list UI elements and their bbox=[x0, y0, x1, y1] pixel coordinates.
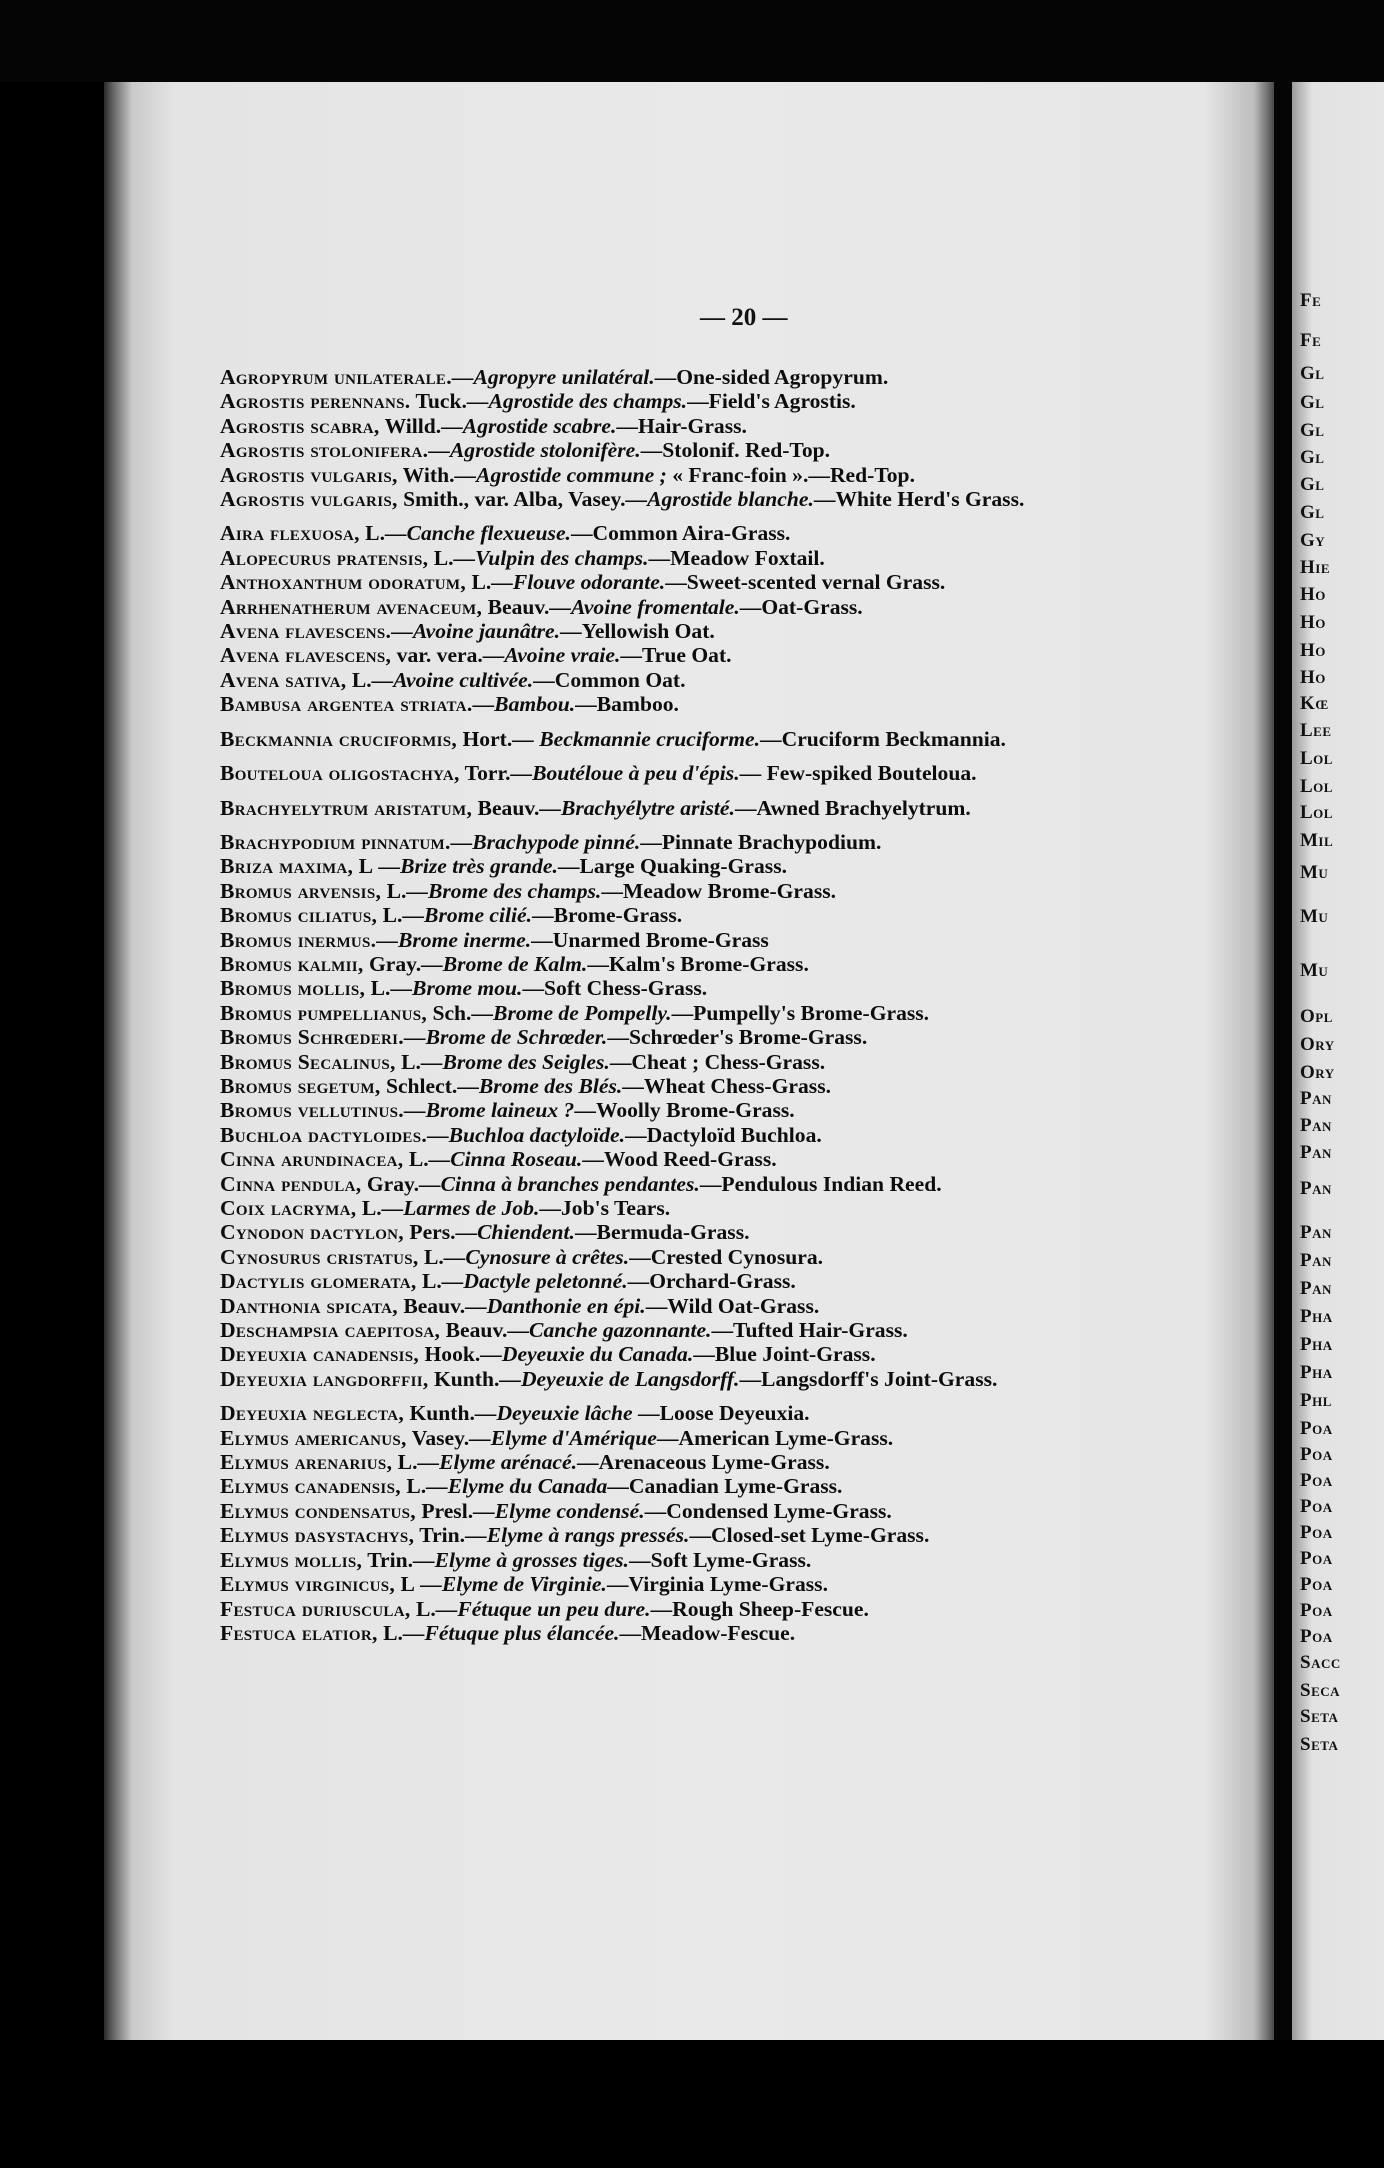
entry-english: —Blue Joint-Grass. bbox=[693, 1342, 876, 1367]
entry-author: Trin. bbox=[362, 1547, 414, 1572]
entry-latin: Brachyelytrum aristatum, bbox=[220, 795, 473, 820]
list-item bbox=[220, 365, 1180, 389]
list-item bbox=[220, 619, 1180, 643]
entry-latin: Bromus Schrœderi. bbox=[220, 1025, 404, 1050]
entry-french: —Canche gazonnante. bbox=[507, 1318, 712, 1343]
entry-french: —Elyme condensé. bbox=[473, 1498, 645, 1523]
fragment-line: Pan bbox=[1300, 1088, 1332, 1109]
list-item bbox=[220, 1074, 1180, 1098]
entry-latin: Bouteloua oligostachya, bbox=[220, 761, 460, 786]
entry-author: L. bbox=[377, 903, 403, 928]
entry-author: Schlect. bbox=[380, 1073, 458, 1098]
entry-french: —Elyme du Canada bbox=[426, 1474, 608, 1499]
list-item bbox=[220, 1499, 1180, 1523]
entry-french: —Cinna à branches pendantes. bbox=[419, 1171, 700, 1196]
entry-english: —Pendulous Indian Reed. bbox=[699, 1171, 942, 1196]
entry-english: —Hair-Grass. bbox=[616, 413, 747, 438]
entry-english: —Pinnate Brachypodium. bbox=[640, 829, 882, 854]
entry-french: —Brome de Pompelly. bbox=[471, 1000, 672, 1025]
list-item bbox=[220, 1025, 1180, 1049]
fragment-line: Ory bbox=[1300, 1062, 1335, 1083]
entry-english: —Wood Reed-Grass. bbox=[582, 1147, 777, 1172]
entry-latin: Danthonia spicata, bbox=[220, 1293, 398, 1318]
entry-english: —Dactyloïd Buchloa. bbox=[625, 1122, 822, 1147]
list-item bbox=[220, 1172, 1180, 1196]
entry-english: —Wheat Chess-Grass. bbox=[622, 1073, 832, 1098]
list-item bbox=[220, 1426, 1180, 1450]
fragment-line: Mu bbox=[1300, 960, 1329, 981]
entry-french: —Cinna Roseau. bbox=[428, 1147, 583, 1172]
fragment-line: Gl bbox=[1300, 502, 1325, 523]
fragment-line: Ho bbox=[1300, 667, 1326, 688]
entry-english: —Soft Lyme-Grass. bbox=[628, 1547, 812, 1572]
entry-english: —Kalm's Brome-Grass. bbox=[587, 951, 809, 976]
entry-latin: Elymus virginicus, bbox=[220, 1572, 396, 1597]
entry-latin: Bambusa argentea striata. bbox=[220, 692, 473, 717]
fragment-line: Poa bbox=[1300, 1574, 1333, 1595]
entry-latin: Agrostis vulgaris, bbox=[220, 462, 398, 487]
entry-english: —Canadian Lyme-Grass. bbox=[607, 1474, 843, 1499]
fragment-line: Poa bbox=[1300, 1496, 1333, 1517]
entry-french: —Brize très grande. bbox=[373, 854, 558, 879]
list-item bbox=[220, 1523, 1180, 1547]
entry-author: Beauv. bbox=[482, 594, 550, 619]
fragment-line: Poa bbox=[1300, 1522, 1333, 1543]
entry-latin: Festuca elatior, bbox=[220, 1620, 378, 1645]
entry-english: —Field's Agrostis. bbox=[687, 389, 856, 414]
entry-latin: Elymus canadensis, bbox=[220, 1474, 401, 1499]
entry-french: — Beckmannie cruciforme. bbox=[512, 726, 760, 751]
entry-french: —Canche flexueuse. bbox=[384, 521, 571, 546]
entry-french: —Avoine cultivée. bbox=[371, 667, 534, 692]
entry-french: —Bambou. bbox=[472, 692, 576, 717]
entry-french: —Agrostide commune ; bbox=[454, 462, 667, 487]
fragment-line: Ho bbox=[1300, 640, 1326, 661]
entry-french: —Elyme d'Amérique bbox=[469, 1425, 657, 1450]
entry-french: —Vulpin des champs. bbox=[453, 545, 649, 570]
list-item bbox=[220, 668, 1180, 692]
list-item bbox=[220, 1220, 1180, 1244]
list-item bbox=[220, 1269, 1180, 1293]
entry-author: L. bbox=[365, 976, 391, 1001]
entry-french: —Deyeuxie du Canada. bbox=[480, 1342, 694, 1367]
entry-latin: Deyeuxia canadensis, bbox=[220, 1342, 420, 1367]
list-item bbox=[220, 1001, 1180, 1025]
entry-english: — Few-spiked Bouteloua. bbox=[739, 761, 977, 786]
entry-latin: Coix lacryma, bbox=[220, 1196, 357, 1220]
entry-latin: Agrostis scabra, bbox=[220, 413, 380, 438]
entry-french: —Larmes de Job. bbox=[381, 1196, 540, 1220]
entry-author: L. bbox=[395, 1049, 421, 1074]
entry-english: —Cruciform Beckmannia. bbox=[760, 726, 1006, 751]
entry-english: —Virginia Lyme-Grass. bbox=[606, 1572, 828, 1597]
entry-french: —Dactyle peletonné. bbox=[441, 1269, 628, 1294]
entry-author: Willd. bbox=[379, 413, 442, 438]
entry-latin: Bromus vellutinus. bbox=[220, 1098, 404, 1123]
entry-english: —Pumpelly's Brome-Grass. bbox=[671, 1000, 930, 1025]
list-item bbox=[220, 463, 1180, 487]
entry-english: —Condensed Lyme-Grass. bbox=[644, 1498, 892, 1523]
scan-border-top bbox=[0, 0, 1384, 82]
list-item bbox=[220, 1318, 1180, 1342]
entry-author: L bbox=[353, 854, 374, 879]
entry-latin: Dactylis glomerata, bbox=[220, 1269, 417, 1294]
entry-english: —Common Oat. bbox=[533, 667, 686, 692]
list-item bbox=[220, 1050, 1180, 1074]
entry-latin: Bromus kalmii, bbox=[220, 951, 364, 976]
entry-english: —Sweet-scented vernal Grass. bbox=[665, 570, 946, 595]
entry-english: —Arenaceous Lyme-Grass. bbox=[577, 1450, 830, 1475]
entry-author: Torr. bbox=[459, 761, 511, 786]
entry-french: —Brome inerme. bbox=[376, 927, 532, 952]
entry-latin: Elymus arenarius, bbox=[220, 1450, 393, 1475]
entry-french: —Fétuque plus élancée. bbox=[402, 1620, 620, 1645]
entry-author: Beauv. bbox=[440, 1318, 508, 1343]
fragment-line: Seta bbox=[1300, 1706, 1339, 1727]
fragment-line: Pan bbox=[1300, 1278, 1332, 1299]
fragment-line: Mil bbox=[1300, 830, 1334, 851]
entry-french: —Elyme de Virginie. bbox=[414, 1572, 607, 1597]
entry-latin: Avena flavescens. bbox=[220, 619, 392, 644]
entry-english: —Common Aira-Grass. bbox=[570, 521, 791, 546]
entry-latin: Bromus pumpellianus, bbox=[220, 1000, 428, 1025]
entry-latin: Bromus arvensis, bbox=[220, 878, 382, 903]
fragment-line: Seta bbox=[1300, 1734, 1339, 1755]
entry-latin: Arrhenatherum avenaceum, bbox=[220, 594, 483, 619]
entry-french: —Brachyélytre aristé. bbox=[539, 795, 735, 820]
entry-author: Gray. bbox=[361, 1171, 420, 1196]
list-item bbox=[220, 1450, 1180, 1474]
list-item bbox=[220, 1245, 1180, 1269]
entry-french: —Elyme à grosses tiges. bbox=[413, 1547, 629, 1572]
fragment-line: Gy bbox=[1300, 530, 1326, 551]
entry-french: —Flouve odorante. bbox=[491, 570, 666, 595]
fragment-line: Hie bbox=[1300, 557, 1331, 578]
list-item bbox=[220, 570, 1180, 594]
entry-author: L. bbox=[403, 1147, 429, 1172]
entry-french: —Brome des Seigles. bbox=[420, 1049, 610, 1074]
list-item bbox=[220, 643, 1180, 667]
list-item bbox=[220, 928, 1180, 952]
entry-author: Gray. bbox=[363, 951, 422, 976]
list-item bbox=[220, 1597, 1180, 1621]
entry-english: —American Lyme-Grass. bbox=[656, 1425, 894, 1450]
entry-latin: Elymus condensatus, bbox=[220, 1498, 416, 1523]
list-item bbox=[220, 761, 1180, 785]
entry-author: L. bbox=[346, 667, 372, 692]
entry-french: —Chiendent. bbox=[455, 1220, 575, 1245]
entry-latin: Elymus mollis, bbox=[220, 1547, 363, 1572]
fragment-line: Poa bbox=[1300, 1600, 1333, 1621]
fragment-line: Pan bbox=[1300, 1178, 1332, 1199]
list-item bbox=[220, 414, 1180, 438]
book-gutter bbox=[1274, 82, 1292, 2040]
entry-latin: Cynosurus cristatus, bbox=[220, 1244, 419, 1269]
entry-latin: Bromus Secalinus, bbox=[220, 1049, 396, 1074]
entry-latin: Deschampsia caepitosa, bbox=[220, 1318, 441, 1343]
list-item bbox=[220, 1196, 1180, 1220]
entry-english: —Job's Tears. bbox=[539, 1196, 671, 1220]
entry-english: —Langsdorff's Joint-Grass. bbox=[739, 1366, 998, 1391]
fragment-line: Gl bbox=[1300, 420, 1325, 441]
entry-french: —Fétuque un peu dure. bbox=[435, 1596, 651, 1621]
entry-latin: Bromus ciliatus, bbox=[220, 903, 378, 928]
entry-french: —Deyeuxie de Langsdorff. bbox=[499, 1366, 740, 1391]
list-item bbox=[220, 1123, 1180, 1147]
entry-author: Vasey. bbox=[406, 1425, 470, 1450]
fragment-line: Pan bbox=[1300, 1250, 1332, 1271]
entry-french: —Brome mou. bbox=[390, 976, 523, 1001]
entry-english: —Unarmed Brome-Grass bbox=[531, 927, 769, 952]
entry-latin: Bromus inermus. bbox=[220, 927, 377, 952]
entry-author: Trin. bbox=[414, 1523, 466, 1548]
fragment-line: Lee bbox=[1300, 720, 1332, 741]
entry-author: L. bbox=[377, 1620, 403, 1645]
fragment-line: Pha bbox=[1300, 1362, 1333, 1383]
fragment-line: Lol bbox=[1300, 802, 1333, 823]
entry-english: —Soft Chess-Grass. bbox=[522, 976, 708, 1001]
list-item bbox=[220, 389, 1180, 413]
fragment-line: Fe bbox=[1300, 330, 1322, 351]
entry-french: —Brome des Blés. bbox=[457, 1073, 623, 1098]
entry-french: —Agrostide blanche. bbox=[625, 487, 814, 512]
scan-border-bottom bbox=[0, 2040, 1384, 2168]
entry-latin: Briza maxima, bbox=[220, 854, 354, 879]
list-item bbox=[220, 903, 1180, 927]
fragment-line: Ho bbox=[1300, 612, 1326, 633]
entry-author: L. bbox=[418, 1244, 444, 1269]
entry-english: « Franc-foin ».—Red-Top. bbox=[666, 462, 915, 487]
entry-latin: Anthoxanthum odoratum, bbox=[220, 570, 467, 595]
entry-french: —Avoine fromentale. bbox=[549, 594, 740, 619]
list-item bbox=[220, 438, 1180, 462]
fragment-line: Poa bbox=[1300, 1626, 1333, 1647]
list-item bbox=[220, 727, 1180, 751]
entry-french: —Brome cilié. bbox=[402, 903, 532, 928]
fragment-line: Pan bbox=[1300, 1142, 1332, 1163]
list-item bbox=[220, 487, 1180, 511]
entry-french: —Avoine jaunâtre. bbox=[391, 619, 561, 644]
entry-author: L. bbox=[428, 545, 454, 570]
fragment-line: Pan bbox=[1300, 1115, 1332, 1136]
entry-french: —Agrostide scabre. bbox=[441, 413, 617, 438]
entry-author: L. bbox=[410, 1596, 436, 1621]
entry-latin: Cynodon dactylon, bbox=[220, 1220, 404, 1245]
fragment-line: Gl bbox=[1300, 363, 1325, 384]
entry-french: —Brome de Schrœder. bbox=[403, 1025, 608, 1050]
entry-author: Presl. bbox=[415, 1498, 474, 1523]
entry-author: L. bbox=[416, 1269, 442, 1294]
entry-english: —Brome-Grass. bbox=[532, 903, 683, 928]
list-item bbox=[220, 1294, 1180, 1318]
entry-author: L bbox=[395, 1572, 415, 1597]
entry-french: —Agropyre unilatéral. bbox=[451, 365, 655, 389]
entry-author: L. bbox=[392, 1450, 418, 1475]
entry-latin: Agrostis perennans. bbox=[220, 389, 411, 414]
entry-latin: Deyeuxia langdorffii, bbox=[220, 1366, 429, 1391]
list-item bbox=[220, 1098, 1180, 1122]
entry-author: Tuck. bbox=[410, 389, 467, 414]
entry-english: —Wild Oat-Grass. bbox=[645, 1293, 820, 1318]
list-item bbox=[220, 830, 1180, 854]
entry-english: —Cheat ; Chess-Grass. bbox=[609, 1049, 826, 1074]
entry-english: —Bamboo. bbox=[575, 692, 679, 717]
entry-english: —Closed-set Lyme-Grass. bbox=[689, 1523, 930, 1548]
entry-english: —Crested Cynosura. bbox=[629, 1244, 824, 1269]
entry-french: —Brome des champs. bbox=[406, 878, 602, 903]
list-item bbox=[220, 595, 1180, 619]
entry-author: var. vera. bbox=[391, 643, 483, 668]
entry-french: —Boutéloue à peu d'épis. bbox=[510, 761, 740, 786]
entry-author: With. bbox=[397, 462, 455, 487]
entry-latin: Agropyrum unilaterale. bbox=[220, 365, 452, 389]
entry-author: Pers. bbox=[404, 1220, 456, 1245]
entry-latin: Cinna pendula, bbox=[220, 1171, 362, 1196]
list-item bbox=[220, 976, 1180, 1000]
fragment-line: Pha bbox=[1300, 1334, 1333, 1355]
entry-french: —Buchloa dactyloïde. bbox=[427, 1122, 625, 1147]
entry-latin: Elymus dasystachys, bbox=[220, 1523, 415, 1548]
list-item bbox=[220, 952, 1180, 976]
fragment-line: Sacc bbox=[1300, 1652, 1341, 1673]
entry-latin: Festuca duriuscula, bbox=[220, 1596, 411, 1621]
entry-author: L. bbox=[356, 1196, 382, 1220]
entry-author: Kunth. bbox=[428, 1366, 500, 1391]
entry-author: Sch. bbox=[427, 1000, 472, 1025]
list-item bbox=[220, 1401, 1180, 1425]
entry-english: —Yellowish Oat. bbox=[560, 619, 715, 644]
entry-author: Beauv. bbox=[397, 1293, 466, 1318]
page-number: — 20 — bbox=[700, 304, 788, 331]
entry-list bbox=[220, 365, 1180, 1645]
entry-latin: Agrostis vulgaris, bbox=[220, 487, 398, 512]
entry-french: —Brachypode pinné. bbox=[450, 829, 641, 854]
entry-french: —Elyme à rangs pressés. bbox=[465, 1523, 690, 1548]
list-item bbox=[220, 1474, 1180, 1498]
entry-latin: Cinna arundinacea, bbox=[220, 1147, 404, 1172]
entry-latin: Bromus segetum, bbox=[220, 1073, 381, 1098]
entry-author: Hort. bbox=[457, 726, 513, 751]
entry-author: Smith., var. Alba, Vasey. bbox=[397, 487, 626, 512]
fragment-line: Pha bbox=[1300, 1306, 1333, 1327]
adjacent-page-fragment bbox=[1292, 82, 1384, 2040]
entry-english: —Large Quaking-Grass. bbox=[557, 854, 787, 879]
list-item bbox=[220, 546, 1180, 570]
entry-french: —Avoine vraie. bbox=[482, 643, 621, 668]
entry-french: —Elyme arénacé. bbox=[417, 1450, 578, 1475]
entry-english: —Meadow-Fescue. bbox=[619, 1620, 796, 1645]
list-item bbox=[220, 692, 1180, 716]
fragment-line: Gl bbox=[1300, 474, 1325, 495]
entry-french: —Agrostide des champs. bbox=[466, 389, 688, 414]
fragment-line: Poa bbox=[1300, 1548, 1333, 1569]
entry-latin: Buchloa dactyloides. bbox=[220, 1122, 428, 1147]
entry-english: —Orchard-Grass. bbox=[627, 1269, 796, 1294]
entry-english: —Loose Deyeuxia. bbox=[632, 1401, 810, 1426]
entry-latin: Bromus mollis, bbox=[220, 976, 366, 1001]
entry-author: L. bbox=[400, 1474, 427, 1499]
entry-french: —Agrostide stolonifère. bbox=[428, 438, 641, 463]
entry-latin: Alopecurus pratensis, bbox=[220, 545, 429, 570]
fragment-line: Ho bbox=[1300, 584, 1326, 605]
entry-english: —Awned Brachyelytrum. bbox=[734, 795, 971, 820]
list-item bbox=[220, 1342, 1180, 1366]
list-item bbox=[220, 879, 1180, 903]
entry-english: —Stolonif. Red-Top. bbox=[640, 438, 831, 463]
entry-english: —Oat-Grass. bbox=[739, 594, 863, 619]
fragment-line: Kœ bbox=[1300, 693, 1329, 714]
fragment-line: Seca bbox=[1300, 1680, 1341, 1701]
entry-latin: Brachypodium pinnatum. bbox=[220, 829, 451, 854]
fragment-line: Opl bbox=[1300, 1006, 1333, 1027]
fragment-line: Mu bbox=[1300, 862, 1329, 883]
fragment-line: Lol bbox=[1300, 748, 1333, 769]
entry-french: —Deyeuxie lâche bbox=[474, 1401, 633, 1426]
entry-latin: Beckmannia cruciformis, bbox=[220, 726, 458, 751]
entry-author: Beauv. bbox=[472, 795, 540, 820]
fragment-line: Poa bbox=[1300, 1444, 1333, 1465]
entry-english: —Woolly Brome-Grass. bbox=[574, 1098, 795, 1123]
entry-author: L. bbox=[381, 878, 407, 903]
list-item bbox=[220, 521, 1180, 545]
entry-french: —Danthonie en épi. bbox=[465, 1293, 646, 1318]
entry-english: —One-sided Agropyrum. bbox=[654, 365, 889, 389]
entry-english: —Rough Sheep-Fescue. bbox=[650, 1596, 869, 1621]
entry-french: —Brome de Kalm. bbox=[421, 951, 588, 976]
fragment-line: Gl bbox=[1300, 447, 1325, 468]
entry-english: —White Herd's Grass. bbox=[813, 487, 1025, 512]
entry-author: Hook. bbox=[419, 1342, 481, 1367]
entry-latin: Elymus americanus, bbox=[220, 1425, 407, 1450]
list-item bbox=[220, 1548, 1180, 1572]
entry-author: Kunth. bbox=[404, 1401, 475, 1426]
entry-english: —Schrœder's Brome-Grass. bbox=[607, 1025, 868, 1050]
entry-latin: Agrostis stolonifera. bbox=[220, 438, 429, 463]
entry-english: —Bermuda-Grass. bbox=[574, 1220, 750, 1245]
entry-latin: Avena flavescens, bbox=[220, 643, 392, 668]
list-item bbox=[220, 854, 1180, 878]
fragment-line: Fe bbox=[1300, 290, 1322, 311]
list-item bbox=[220, 1147, 1180, 1171]
list-item bbox=[220, 1621, 1180, 1645]
entry-english: —Tufted Hair-Grass. bbox=[711, 1318, 908, 1343]
entry-latin: Avena sativa, bbox=[220, 667, 347, 692]
fragment-line: Mu bbox=[1300, 906, 1329, 927]
entry-author: L. bbox=[466, 570, 492, 595]
entry-latin: Deyeuxia neglecta, bbox=[220, 1401, 405, 1426]
fragment-line: Poa bbox=[1300, 1418, 1333, 1439]
fragment-line: Lol bbox=[1300, 776, 1333, 797]
list-item bbox=[220, 796, 1180, 820]
list-item bbox=[220, 1367, 1180, 1391]
entry-english: —True Oat. bbox=[620, 643, 732, 668]
fragment-line: Ory bbox=[1300, 1034, 1335, 1055]
entry-french: —Brome laineux ? bbox=[403, 1098, 575, 1123]
list-item bbox=[220, 1572, 1180, 1596]
entry-french: —Cynosure à crêtes. bbox=[443, 1244, 630, 1269]
entry-latin: Aira flexuosa, bbox=[220, 521, 360, 546]
entry-english: —Meadow Foxtail. bbox=[648, 545, 825, 570]
fragment-line: Poa bbox=[1300, 1470, 1333, 1491]
fragment-line: Phl bbox=[1300, 1390, 1332, 1411]
entry-author: L. bbox=[359, 521, 385, 546]
fragment-line: Pan bbox=[1300, 1222, 1332, 1243]
fragment-line: Gl bbox=[1300, 392, 1325, 413]
entry-english: —Meadow Brome-Grass. bbox=[601, 878, 837, 903]
